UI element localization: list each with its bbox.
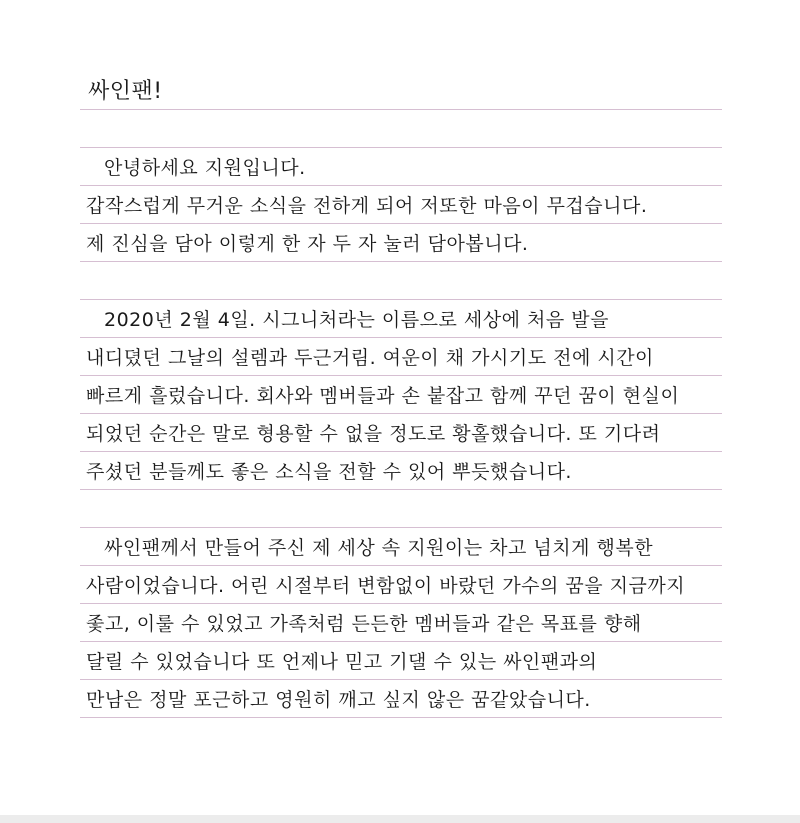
- letter-line: [80, 148, 722, 186]
- letter-line: [80, 376, 722, 414]
- letter-line-text: 내디뎠던 그날의 설렘과 두근거림. 여운이 채 가시기도 전에 시간이: [86, 347, 654, 369]
- letter-line: [80, 414, 722, 452]
- letter-line: [80, 186, 722, 224]
- letter-line: [80, 604, 722, 642]
- letter-line-text: 좇고, 이룰 수 있었고 가족처럼 든든한 멤버들과 같은 목표를 향해: [86, 613, 642, 635]
- handwritten-letter: [80, 72, 722, 718]
- letter-line: [80, 300, 722, 338]
- blank-line: [80, 110, 722, 148]
- letter-line: [80, 452, 722, 490]
- letter-line: [80, 528, 722, 566]
- letter-line-text: 갑작스럽게 무거운 소식을 전하게 되어 저또한 마음이 무겁습니다.: [86, 195, 648, 217]
- letter-line: [80, 224, 722, 262]
- page-bottom-edge: [0, 815, 800, 823]
- letter-title-line: [80, 72, 722, 110]
- letter-line-text: 주셨던 분들께도 좋은 소식을 전할 수 있어 뿌듯했습니다.: [86, 461, 572, 483]
- letter-line-text: 사람이었습니다. 어린 시절부터 변함없이 바랐던 가수의 꿈을 지금까지: [86, 575, 686, 597]
- letter-line-text: 달릴 수 있었습니다 또 언제나 믿고 기댈 수 있는 싸인팬과의: [86, 651, 598, 673]
- blank-line: [80, 490, 722, 528]
- letter-line: [80, 642, 722, 680]
- blank-line: [80, 262, 722, 300]
- letter-line: [80, 566, 722, 604]
- letter-title: 싸인팬!: [88, 79, 163, 104]
- letter-line-text: 안녕하세요 지원입니다.: [104, 157, 306, 179]
- letter-line: [80, 338, 722, 376]
- letter-line-text: 빠르게 흘렀습니다. 회사와 멤버들과 손 붙잡고 함께 꾸던 꿈이 현실이: [86, 385, 680, 407]
- letter-line-text: 되었던 순간은 말로 형용할 수 없을 정도로 황홀했습니다. 또 기다려: [86, 423, 661, 445]
- letter-line: [80, 680, 722, 718]
- letter-line-text: 만남은 정말 포근하고 영원히 깨고 싶지 않은 꿈같았습니다.: [86, 689, 591, 711]
- letter-line-text: 싸인팬께서 만들어 주신 제 세상 속 지원이는 차고 넘치게 행복한: [104, 537, 654, 559]
- letter-line-text: 제 진심을 담아 이렇게 한 자 두 자 눌러 담아봅니다.: [86, 233, 529, 255]
- letter-line-text: 2020년 2월 4일. 시그니처라는 이름으로 세상에 처음 발을: [104, 309, 609, 331]
